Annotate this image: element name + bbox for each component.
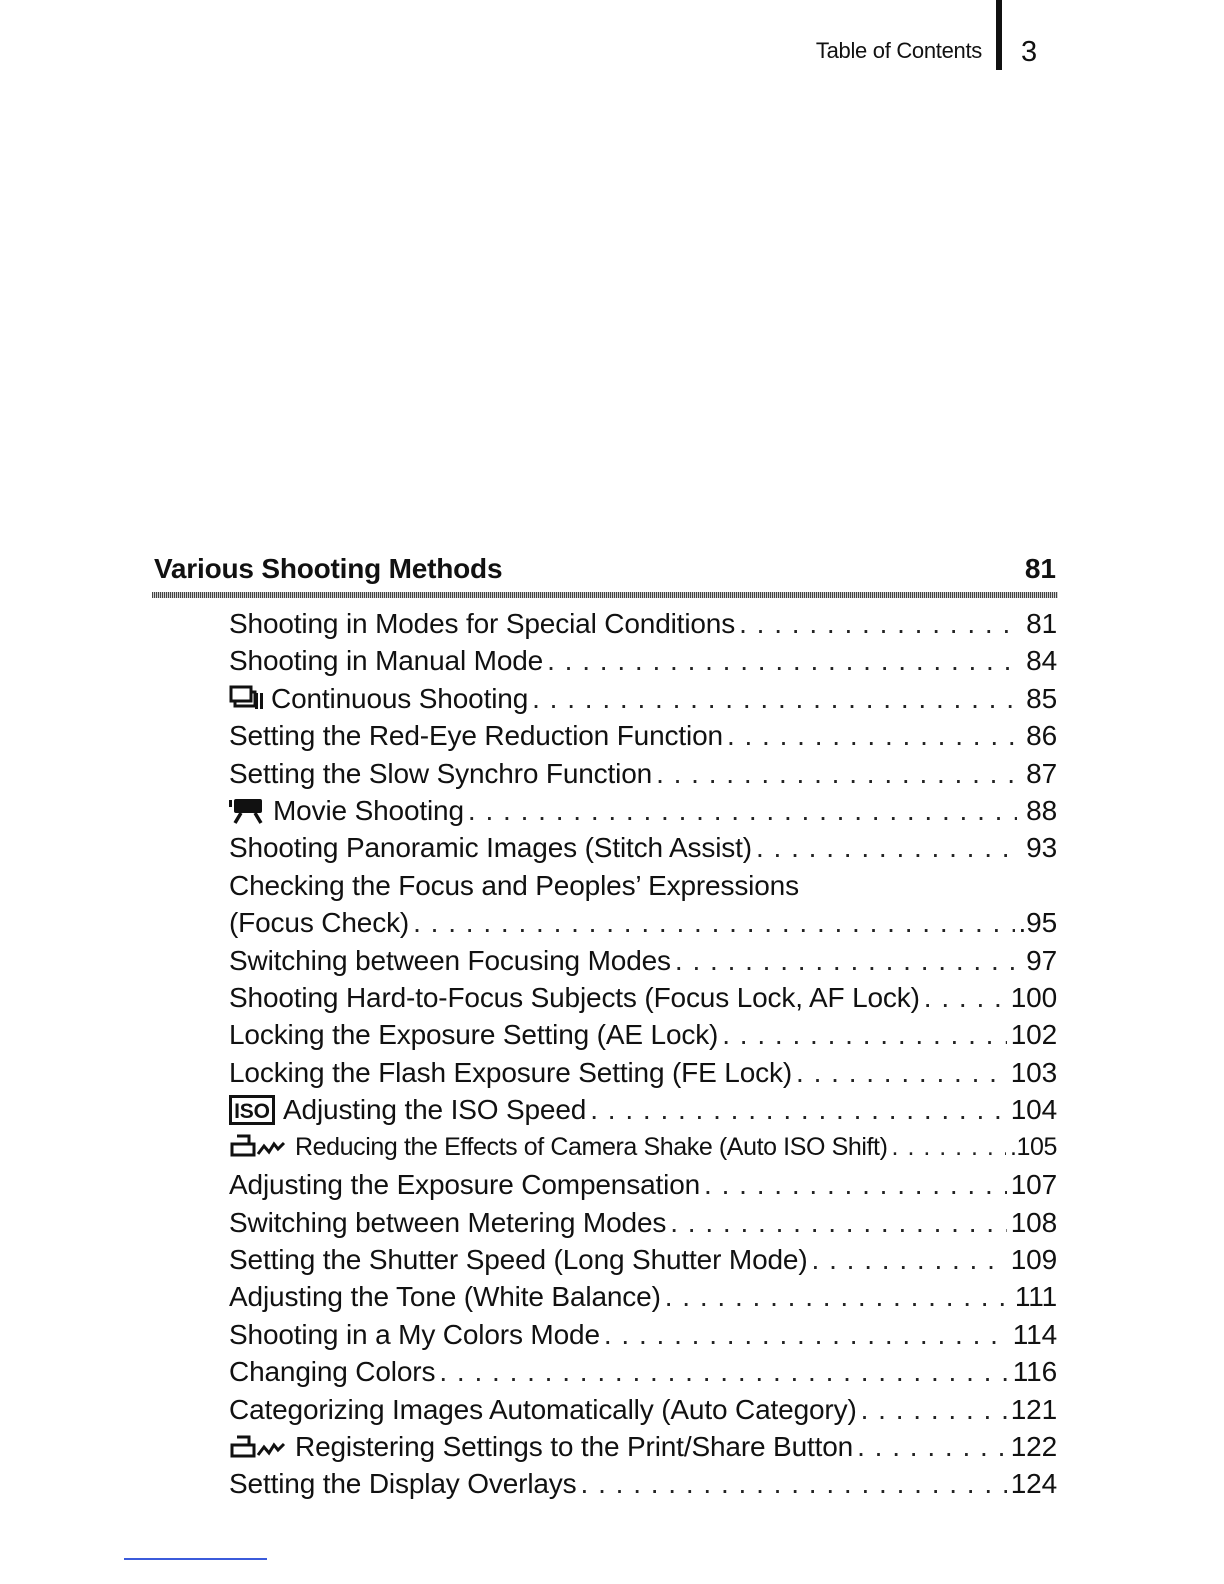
dot-leader xyxy=(532,680,1017,717)
dot-leader xyxy=(857,1428,1007,1465)
toc-entry[interactable] xyxy=(229,1166,1057,1203)
toc-entry[interactable] xyxy=(229,1316,1057,1353)
dot-leader xyxy=(756,829,1017,866)
toc-entry-title: Setting the Slow Synchro Function xyxy=(229,757,653,789)
iso-icon-text: ISO xyxy=(234,1099,270,1123)
toc-entry[interactable] xyxy=(229,1016,1057,1053)
toc-entry-page: 122 xyxy=(1010,1430,1057,1462)
toc-entry[interactable] xyxy=(229,642,1057,679)
toc-entry-title: Changing Colors xyxy=(229,1356,436,1388)
section-rule xyxy=(152,592,1058,598)
toc-entry-title: Shooting in Manual Mode xyxy=(229,645,544,677)
toc-entry-title: Shooting Hard-to-Focus Subjects (Focus Lock, AF Lock) xyxy=(229,982,920,1014)
section-heading[interactable] xyxy=(154,553,1056,589)
section-title: Various Shooting Methods xyxy=(154,553,503,584)
toc-entry[interactable] xyxy=(229,1391,1057,1428)
dot-leader xyxy=(675,942,1017,979)
toc-entry[interactable] xyxy=(229,1278,1057,1315)
toc-entry-page: 102 xyxy=(1010,1019,1057,1051)
toc-entry-page: 107 xyxy=(1010,1169,1057,1201)
toc-entry[interactable] xyxy=(229,792,1057,829)
toc-entry-title: Setting the Red-Eye Reduction Function xyxy=(229,720,723,752)
dot-leader xyxy=(581,1465,1007,1502)
toc-entry-title: Reducing the Effects of Camera Shake (Auto ISO Shift) xyxy=(295,1132,888,1161)
dot-leader xyxy=(468,792,1017,829)
toc-entry[interactable] xyxy=(229,867,1057,942)
toc-entry-page: 100 xyxy=(1010,982,1057,1014)
toc-entry[interactable] xyxy=(229,1091,1057,1128)
toc-entry-page: 111 xyxy=(1014,1281,1057,1313)
running-head-divider xyxy=(996,0,1002,70)
toc-entry[interactable] xyxy=(229,1353,1057,1390)
dot-leader xyxy=(739,605,1017,642)
toc-entry-title: Switching between Focusing Modes xyxy=(229,944,671,976)
running-head-label: Table of Contents xyxy=(815,38,982,63)
toc-entry-page: 88 xyxy=(1026,795,1057,827)
toc-entry[interactable] xyxy=(229,979,1057,1016)
dot-leader xyxy=(547,642,1017,679)
toc-entry-page: 109 xyxy=(1010,1243,1057,1275)
toc-entry-page: 121 xyxy=(1010,1393,1057,1425)
toc-entry-page: 97 xyxy=(1026,944,1057,976)
print-share-icon xyxy=(229,1435,287,1459)
toc-entry-title: Registering Settings to the Print/Share Button xyxy=(295,1430,854,1462)
continuous-shooting-icon xyxy=(229,685,263,711)
dot-leader xyxy=(439,1353,1008,1390)
toc-entry-title: Categorizing Images Automatically (Auto Category) xyxy=(229,1393,857,1425)
toc-entry[interactable] xyxy=(229,605,1057,642)
toc-entry-title: Adjusting the ISO Speed xyxy=(283,1094,587,1126)
dot-leader xyxy=(656,755,1017,792)
toc-entry[interactable] xyxy=(229,755,1057,792)
toc-entry-page: 86 xyxy=(1026,720,1057,752)
toc-entry[interactable] xyxy=(229,1428,1057,1465)
movie-camera-icon xyxy=(229,798,265,824)
running-head xyxy=(0,0,1224,80)
toc-entry-page: 116 xyxy=(1012,1356,1057,1388)
footer-rule xyxy=(124,1558,267,1560)
dot-leader xyxy=(722,1016,1006,1053)
toc-entry-title: Locking the Flash Exposure Setting (FE Lock) xyxy=(229,1056,793,1088)
toc-entry-title: Setting the Display Overlays xyxy=(229,1468,577,1500)
dot-leader xyxy=(604,1316,1009,1353)
toc-entry-page: 104 xyxy=(1010,1094,1057,1126)
toc-entry-title: Movie Shooting xyxy=(273,795,464,827)
toc-entry[interactable] xyxy=(229,829,1057,866)
toc-entry[interactable] xyxy=(229,717,1057,754)
toc-entry-title: Shooting in a My Colors Mode xyxy=(229,1318,600,1350)
toc-entry-page: 84 xyxy=(1026,645,1057,677)
dot-leader xyxy=(924,979,1007,1016)
dot-leader xyxy=(590,1091,1007,1128)
toc-entry-page: 103 xyxy=(1010,1056,1057,1088)
dot-leader xyxy=(812,1241,1007,1278)
toc-entry-page: 114 xyxy=(1012,1318,1057,1350)
dot-leader xyxy=(727,717,1017,754)
toc-entry-title: Setting the Shutter Speed (Long Shutter Mode) xyxy=(229,1243,808,1275)
toc-entry[interactable] xyxy=(229,1129,1057,1166)
toc-entry-page: 93 xyxy=(1026,832,1057,864)
toc-entry[interactable] xyxy=(229,1465,1057,1502)
dot-leader xyxy=(704,1166,1007,1203)
toc-entry[interactable] xyxy=(229,942,1057,979)
toc-entry-title: Adjusting the Exposure Compensation xyxy=(229,1169,701,1201)
toc-entry-title: Switching between Metering Modes xyxy=(229,1206,667,1238)
print-share-icon xyxy=(229,1134,287,1158)
toc-entry-page: 124 xyxy=(1010,1468,1057,1500)
toc-entry-title: Locking the Exposure Setting (AE Lock) xyxy=(229,1019,719,1051)
toc-entry-title: Shooting in Modes for Special Conditions xyxy=(229,608,736,639)
toc-entry-page: .105 xyxy=(1009,1132,1057,1161)
dot-leader xyxy=(861,1391,1007,1428)
section-page-number: 81 xyxy=(1024,553,1056,584)
toc-entry-page: 87 xyxy=(1026,757,1057,789)
iso-icon xyxy=(229,1095,275,1125)
dot-leader xyxy=(670,1204,1007,1241)
toc-entry-page: 81 xyxy=(1026,608,1057,639)
toc-entry-page: .95 xyxy=(1018,907,1057,939)
toc-entry-page: 108 xyxy=(1010,1206,1057,1238)
toc-entry-title: Adjusting the Tone (White Balance) xyxy=(229,1281,661,1313)
running-head-page-number: 3 xyxy=(1021,36,1038,68)
toc-entry[interactable] xyxy=(229,1054,1057,1091)
dot-leader xyxy=(665,1278,1011,1315)
dot-leader xyxy=(796,1054,1007,1091)
dot-leader xyxy=(413,904,1014,941)
toc-list xyxy=(229,605,1057,1503)
dot-leader xyxy=(892,1129,1006,1166)
toc-entry-title: Continuous Shooting xyxy=(271,682,529,714)
toc-entry-page: 85 xyxy=(1026,682,1057,714)
toc-entry-title-line1: Checking the Focus and Peoples’ Expressions xyxy=(229,869,799,901)
toc-entry[interactable] xyxy=(229,1204,1057,1241)
toc-entry-title: (Focus Check) xyxy=(229,907,410,939)
toc-entry[interactable] xyxy=(229,1241,1057,1278)
toc-entry-title: Shooting Panoramic Images (Stitch Assist) xyxy=(229,832,752,864)
toc-entry[interactable] xyxy=(229,680,1057,717)
